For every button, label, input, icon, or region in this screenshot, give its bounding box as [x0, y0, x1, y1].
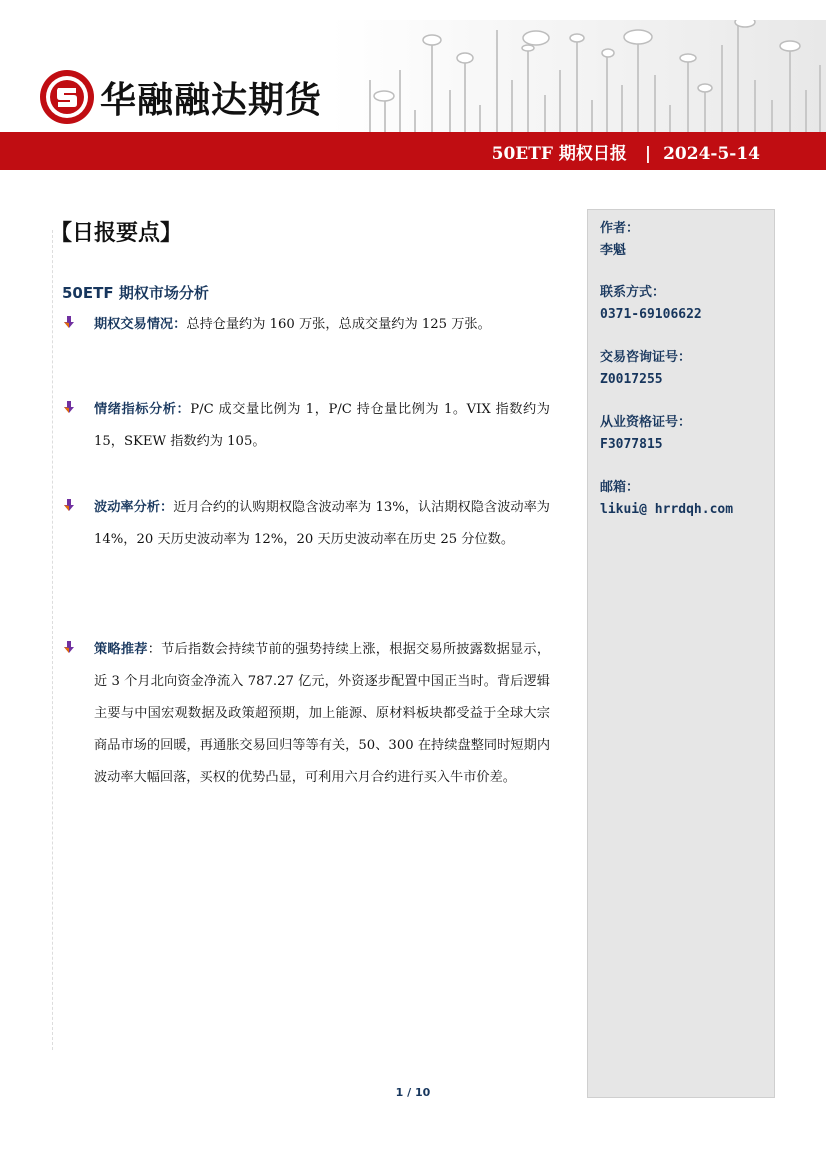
company-name: 华融融达期货	[100, 80, 323, 121]
sub-title: 50ETF 期权市场分析	[62, 284, 209, 302]
analysis-item-volatility	[62, 492, 550, 556]
email-block	[600, 477, 733, 521]
author-sidebar	[587, 209, 775, 1098]
total-pages: 10	[415, 1086, 431, 1099]
report-date: 2024-5-14	[663, 144, 760, 164]
analysis-item-strategy	[62, 634, 550, 794]
page-separator: /	[407, 1086, 412, 1099]
item-text: ：节后指数会持续节前的强势持续上涨，根据交易所披露数据显示，近 3 个月北向资金净流入 787.27 亿元，外资逐步配置中国正当时。背后逻辑主要与中国宏观数据及政策超预期，加上能源、原材料板块都受益于全球大宗商品市场的回暖，再通胀交易回归等等有关，50、300 在持续盘整同时短期内波动率大幅回落，买权的优势凸显，可利用六月合约进行买入牛市价差。	[94, 642, 551, 785]
report-title	[492, 139, 760, 164]
item-label: 波动率分析：	[94, 500, 174, 515]
email-address[interactable]: likui@ hrrdqh.com	[600, 502, 734, 517]
author-block	[600, 218, 639, 262]
analysis-item-sentiment	[62, 394, 550, 458]
consult-number: Z0017255	[600, 372, 663, 387]
email-label: 邮箱：	[600, 480, 640, 495]
license-block	[600, 412, 691, 456]
license-number: F3077815	[600, 437, 663, 452]
author-name: 李魁	[600, 243, 627, 258]
current-page: 1	[395, 1086, 404, 1099]
contact-phone: 0371-69106622	[600, 307, 702, 322]
item-label: 情绪指标分析：	[94, 402, 191, 417]
license-label: 从业资格证号：	[600, 415, 692, 430]
item-text: 近月合约的认购期权隐含波动率为 13%，认沽期权隐含波动率为 14%，20 天历史波动率为 12%，20 天历史波动率在历史 25 分位数。	[94, 500, 550, 547]
company-logo-icon	[38, 68, 96, 126]
contact-label: 联系方式：	[600, 285, 666, 300]
bullet-icon	[62, 400, 76, 414]
item-label: 期权交易情况：	[94, 317, 187, 332]
item-label: 策略推荐	[94, 642, 148, 657]
consult-label: 交易咨询证号：	[600, 350, 692, 365]
title-separator: |	[644, 144, 652, 164]
bullet-icon	[62, 640, 76, 654]
author-label: 作者：	[600, 221, 640, 236]
section-title: 【日报要点】	[50, 221, 183, 246]
margin-guide	[52, 230, 53, 1050]
item-text: 总持仓量约为 160 万张，总成交量约为 125 万张。	[186, 317, 491, 332]
analysis-item-trading	[62, 309, 550, 341]
bullet-icon	[62, 315, 76, 329]
report-name: 50ETF 期权日报	[491, 144, 627, 164]
item-text: P/C 成交量比例为 1，P/C 持仓量比例为 1。VIX 指数约为 15，SKEW 指数约为 105。	[94, 402, 550, 449]
report-header	[0, 0, 826, 170]
bullet-icon	[62, 498, 76, 512]
page-number	[0, 1086, 826, 1099]
contact-block	[600, 282, 702, 326]
consult-block	[600, 347, 691, 391]
